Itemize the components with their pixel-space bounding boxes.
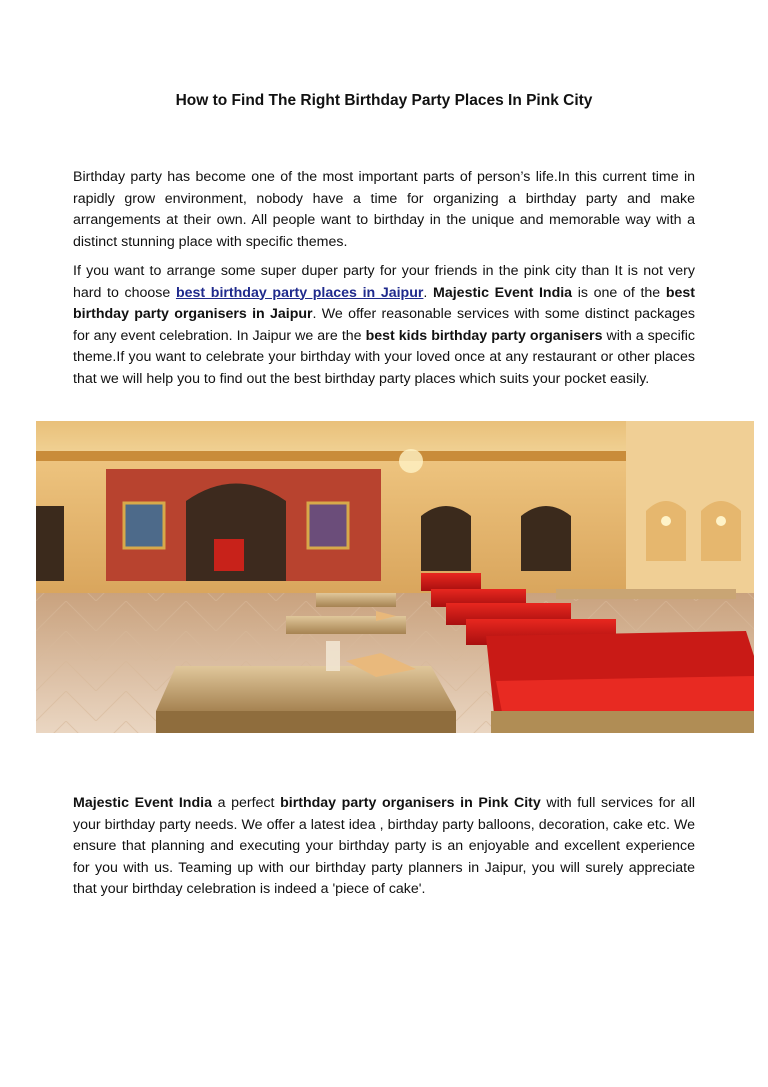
closing-paragraph xyxy=(73,793,695,901)
intro-paragraph xyxy=(73,167,695,253)
closing-text-2: with full services for all your birthday party needs. We offer a latest idea , birthday party balloons, decoration, cake etc. We ensure that planning and executing your birthday party is an enjoyable and excellent experience for you with us. Teaming up with our birthday party planners in Jaipur, you will surely appreciate that your birthday celebration is indeed a 'piece of cake'. xyxy=(73,795,695,897)
glass xyxy=(326,641,340,671)
chandelier xyxy=(399,449,423,473)
closing-text-1: a perfect xyxy=(211,795,281,811)
table-mid xyxy=(286,616,406,634)
carved-door-1 xyxy=(421,506,471,571)
portrait-right xyxy=(308,503,348,548)
services-text-3: is one of the xyxy=(572,284,666,301)
services-text-4: . We offer reasonable services with some distinct packages for any event celebration. In Jaipur we are the xyxy=(73,306,695,344)
table-front xyxy=(156,666,456,711)
carved-panel-left xyxy=(36,506,64,581)
page-title: How to Find The Right Birthday Party Places In Pink City xyxy=(175,92,593,109)
throne-chair xyxy=(214,539,244,571)
organisers-bold: best birthday party organisers in Jaipur xyxy=(73,284,695,322)
kids-organisers-bold: best kids birthday party organisers xyxy=(365,327,603,344)
carved-door-2 xyxy=(521,506,571,571)
services-text-5: with a specific theme.If you want to celebrate your birthday with your loved once at any restaurant or other places that we will help you to find out the best birthday party places which suits your pocket easily. xyxy=(73,327,695,387)
services-paragraph xyxy=(73,261,695,390)
services-text-2: . xyxy=(423,284,434,301)
pink-city-organisers-bold: birthday party organisers in Pink City xyxy=(280,795,541,811)
services-text-1: If you want to arrange some super duper party for your friends in the pink city than It is not very hard to choose xyxy=(73,263,695,301)
intro-text: Birthday party has become one of the most important parts of person’s life.In this current time in rapidly grow environment, nobody have a time for organizing a birthday party and make arrangements at their own. All people want to birthday in the unique and memorable way with a distinct stunning place with specific themes. xyxy=(73,169,695,250)
company-name-bold: Majestic Event India xyxy=(433,284,573,301)
company-name-bold-2: Majestic Event India xyxy=(73,795,212,811)
birthday-places-link[interactable]: best birthday party places in Jaipur xyxy=(175,284,424,301)
portrait-left xyxy=(124,503,164,548)
banquet-hall-photo xyxy=(36,421,754,733)
